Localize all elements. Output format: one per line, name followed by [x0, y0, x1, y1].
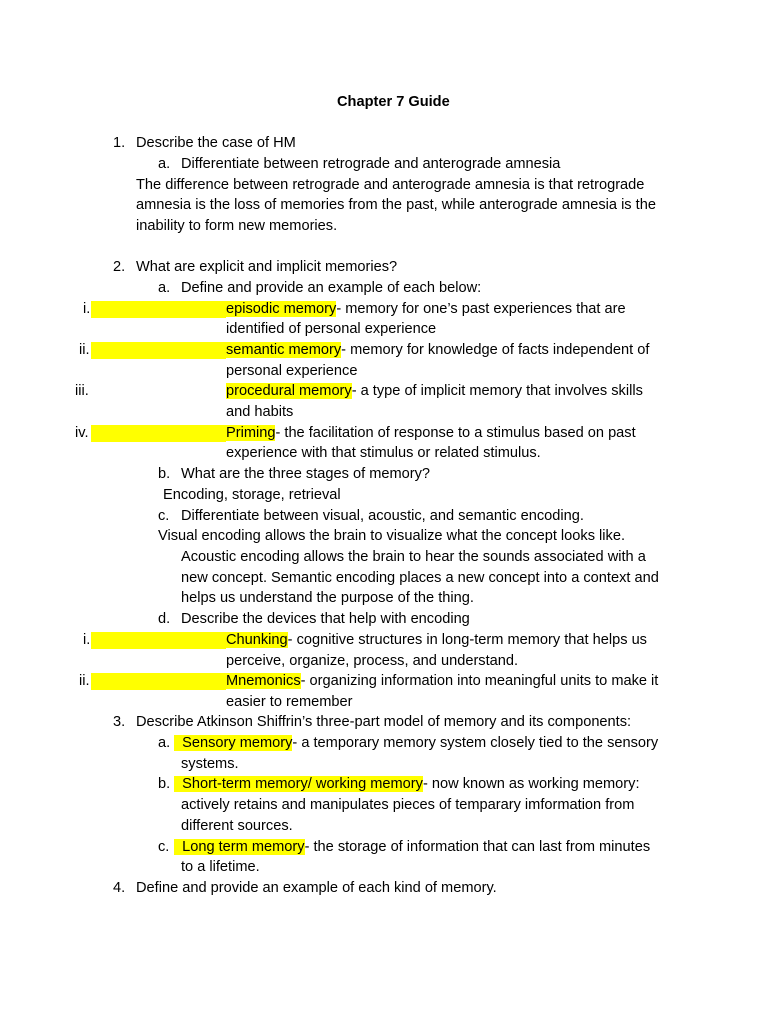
- term-line: [226, 299, 626, 319]
- term-marker: i.: [83, 301, 91, 317]
- q3-item-definition-cont: systems.: [181, 756, 239, 772]
- q3-item-line: [174, 774, 640, 794]
- q3-item-highlight: Short-term memory/ working memory: [174, 776, 423, 792]
- term-definition: - the facilitation of response to a stimulus based on past: [275, 425, 636, 441]
- q3-item-marker: b.: [158, 776, 171, 792]
- highlight-bar: [91, 342, 226, 359]
- term-highlight: procedural memory: [226, 383, 352, 399]
- term-definition-cont: identified of personal experience: [226, 321, 437, 337]
- term-highlight: episodic memory: [226, 301, 337, 317]
- q2-c-answer-line: helps us understand the purpose of the thing.: [181, 590, 474, 606]
- term-highlight: semantic memory: [226, 342, 342, 358]
- term-definition: - a type of implicit memory that involves skills: [351, 383, 643, 399]
- device-highlight: Mnemonics: [226, 673, 301, 689]
- q3-item-definition: - the storage of information that can last from minutes: [304, 839, 651, 855]
- highlight-bar: [91, 632, 226, 649]
- q2-c-answer-line: Acoustic encoding allows the brain to hear the sounds associated with a: [181, 549, 646, 565]
- q2-c-answer-line: new concept. Semantic encoding places a new concept into a context and: [181, 570, 659, 586]
- q2-text: What are explicit and implicit memories?: [136, 259, 398, 275]
- term-marker: iii.: [75, 383, 89, 399]
- term-definition: - memory for knowledge of facts independent of: [341, 342, 650, 358]
- term-line: [226, 340, 649, 360]
- q3-item-definition: - a temporary memory system closely tied to the sensory: [292, 735, 659, 751]
- q2-c-answer-line: Visual encoding allows the brain to visualize what the concept looks like.: [158, 528, 625, 544]
- q1-a-marker: a.: [158, 156, 171, 172]
- q2-number: 2.: [113, 259, 126, 275]
- term-definition-cont: personal experience: [226, 363, 358, 379]
- q1-number: 1.: [113, 135, 126, 151]
- device-definition-cont: easier to remember: [226, 694, 353, 710]
- device-line: [226, 630, 647, 650]
- q3-item-definition-cont: different sources.: [181, 818, 293, 834]
- highlight-bar: [91, 673, 226, 690]
- q2-c-text: Differentiate between visual, acoustic, and semantic encoding.: [181, 508, 584, 524]
- q4-number: 4.: [113, 880, 126, 896]
- q2-b-answer: Encoding, storage, retrieval: [163, 487, 341, 503]
- q2-a-marker: a.: [158, 280, 171, 296]
- term-line: [226, 381, 643, 401]
- q3-item-definition-cont: to a lifetime.: [181, 859, 260, 875]
- q3-text: Describe Atkinson Shiffrin’s three-part model of memory and its components:: [136, 714, 632, 730]
- device-marker: i.: [83, 632, 91, 648]
- term-line: [226, 423, 636, 443]
- term-definition: - memory for one’s past experiences that are: [336, 301, 626, 317]
- term-highlight: Priming: [226, 425, 276, 441]
- q2-c-marker: c.: [158, 508, 170, 524]
- device-definition: - organizing information into meaningful units to make it: [300, 673, 659, 689]
- q3-item-line: [174, 733, 658, 753]
- q1-answer-line: The difference between retrograde and anterograde amnesia is that retrograde: [136, 177, 645, 193]
- term-definition-cont: and habits: [226, 404, 294, 420]
- q3-number: 3.: [113, 714, 126, 730]
- q1-a-text: Differentiate between retrograde and anterograde amnesia: [181, 156, 561, 172]
- q1-answer-line: amnesia is the loss of memories from the past, while anterograde amnesia is the: [136, 197, 656, 213]
- device-line: [226, 671, 658, 691]
- q2-b-marker: b.: [158, 466, 171, 482]
- q2-d-marker: d.: [158, 611, 171, 627]
- q3-item-marker: c.: [158, 839, 170, 855]
- q3-item-highlight: Sensory memory: [174, 735, 292, 751]
- q3-item-definition-cont: actively retains and manipulates pieces of temparary imformation from: [181, 797, 635, 813]
- device-marker: ii.: [79, 673, 90, 689]
- q2-b-text: What are the three stages of memory?: [181, 466, 431, 482]
- q2-a-text: Define and provide an example of each below:: [181, 280, 482, 296]
- term-marker: ii.: [79, 342, 90, 358]
- term-marker: iv.: [75, 425, 89, 441]
- q3-item-definition: - now known as working memory:: [422, 776, 640, 792]
- highlight-bar: [91, 425, 226, 442]
- term-definition-cont: experience with that stimulus or related stimulus.: [226, 445, 541, 461]
- q3-item-marker: a.: [158, 735, 171, 751]
- q3-item-highlight: Long term memory: [174, 839, 305, 855]
- q4-text: Define and provide an example of each kind of memory.: [136, 880, 497, 896]
- highlight-bar: [91, 301, 226, 318]
- device-definition-cont: perceive, organize, process, and understand.: [226, 653, 519, 669]
- page-title: Chapter 7 Guide: [337, 94, 450, 110]
- device-highlight: Chunking: [226, 632, 288, 648]
- q1-text: Describe the case of HM: [136, 135, 296, 151]
- device-definition: - cognitive structures in long-term memory that helps us: [287, 632, 647, 648]
- q3-item-line: [174, 837, 650, 857]
- q2-d-text: Describe the devices that help with encoding: [181, 611, 470, 627]
- q1-answer-line: inability to form new memories.: [136, 218, 338, 234]
